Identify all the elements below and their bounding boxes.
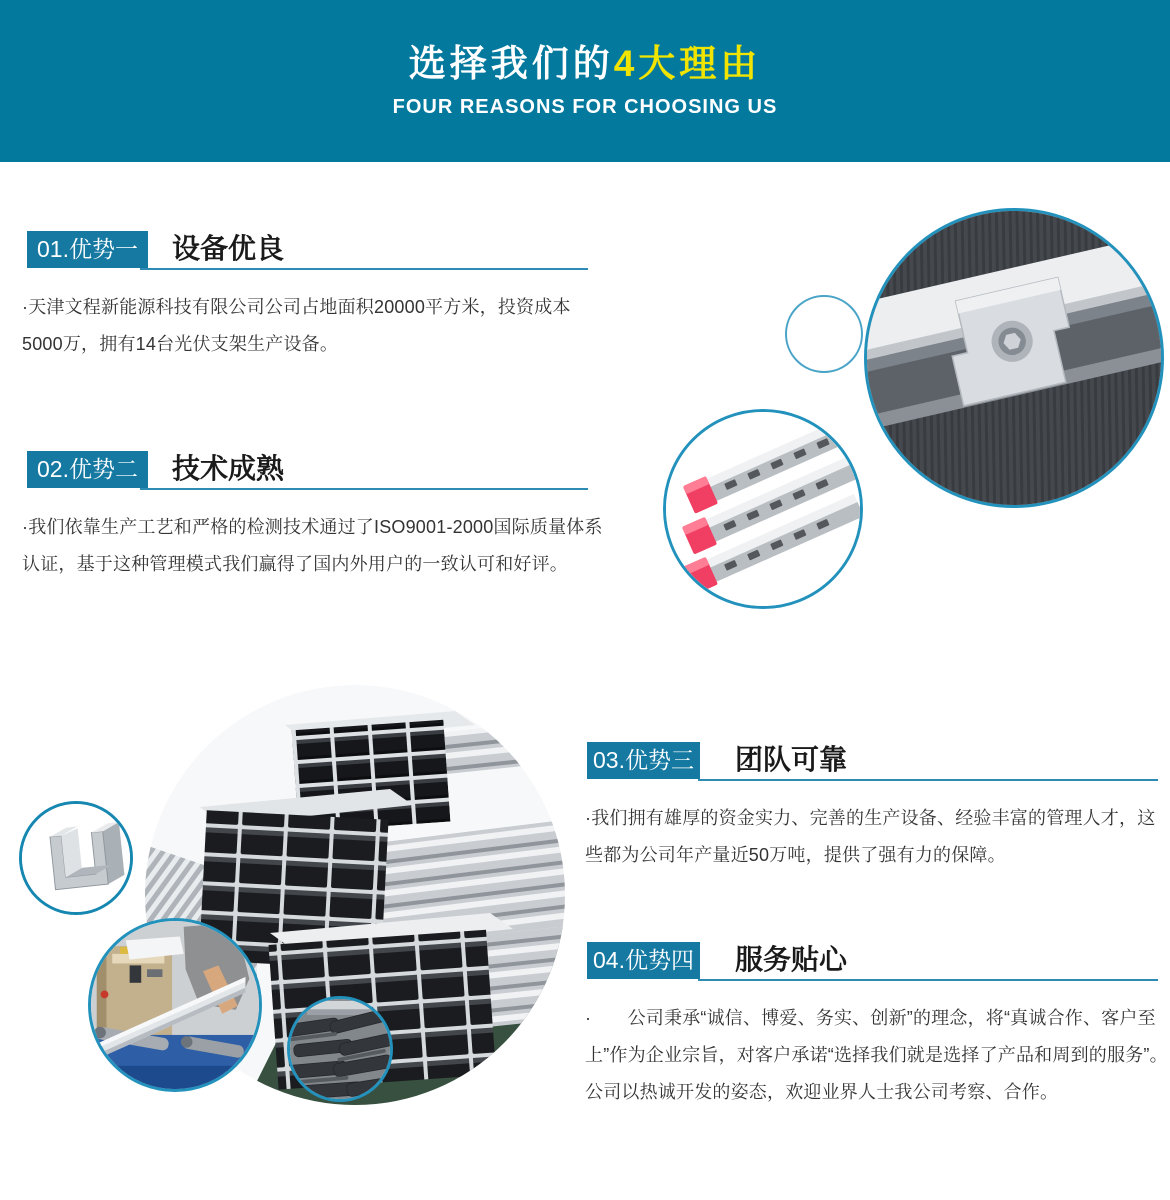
underline-rule (140, 268, 588, 270)
page-title-highlight: 4大理由 (613, 43, 762, 84)
advantage-3-badge: 03.优势三 (587, 742, 700, 779)
photo-solar-panel-clamp (864, 208, 1164, 508)
page-title (0, 40, 1170, 88)
page-subtitle: FOUR REASONS FOR CHOOSING US (392, 96, 778, 118)
page-title-main: 选择我们的 (408, 43, 614, 84)
advantage-3-title: 团队可靠 (735, 744, 848, 775)
photo-production-machine (88, 918, 262, 1092)
advantage-4-badge: 04.优势四 (587, 942, 700, 979)
advantage-4-body: · 公司秉承“诚信、博爱、务实、创新”的理念，将“真诚合作、客户至上”作为企业宗旨，对客户承诺“选择我们就是选择了产品和周到的服务”。公司以热诚开发的姿态，欢迎业界人士我公司考察、合作。 (585, 1008, 1168, 1102)
header-banner (0, 0, 1170, 162)
advantage-1-badge: 01.优势一 (27, 231, 148, 268)
advantage-1-body: ·天津文程新能源科技有限公司公司占地面积20000平方米，投资成本5000万，拥有14台光伏支架生产设备。 (22, 297, 571, 354)
advantage-1-title: 设备优良 (172, 233, 285, 264)
underline-rule (698, 979, 1158, 981)
underline-rule (140, 488, 588, 490)
decorative-outline-circle (785, 295, 863, 373)
advantage-2-badge: 02.优势二 (27, 451, 148, 488)
advantage-4-title: 服务贴心 (735, 944, 848, 975)
advantage-2-title: 技术成熟 (172, 453, 285, 484)
photo-stacked-steel-billets (287, 996, 393, 1102)
underline-rule (698, 779, 1158, 781)
photo-u-channel-steel (19, 801, 133, 915)
photo-angle-bars-red-caps (663, 409, 863, 609)
advantage-2-body: ·我们依靠生产工艺和严格的检测技术通过了ISO9001-2000国际质量体系认证，基于这种管理模式我们赢得了国内外用户的一致认可和好评。 (22, 517, 603, 574)
advantage-3-body: ·我们拥有雄厚的资金实力、完善的生产设备、经验丰富的管理人才，这些都为公司年产量近50万吨，提供了强有力的保障。 (585, 808, 1156, 865)
